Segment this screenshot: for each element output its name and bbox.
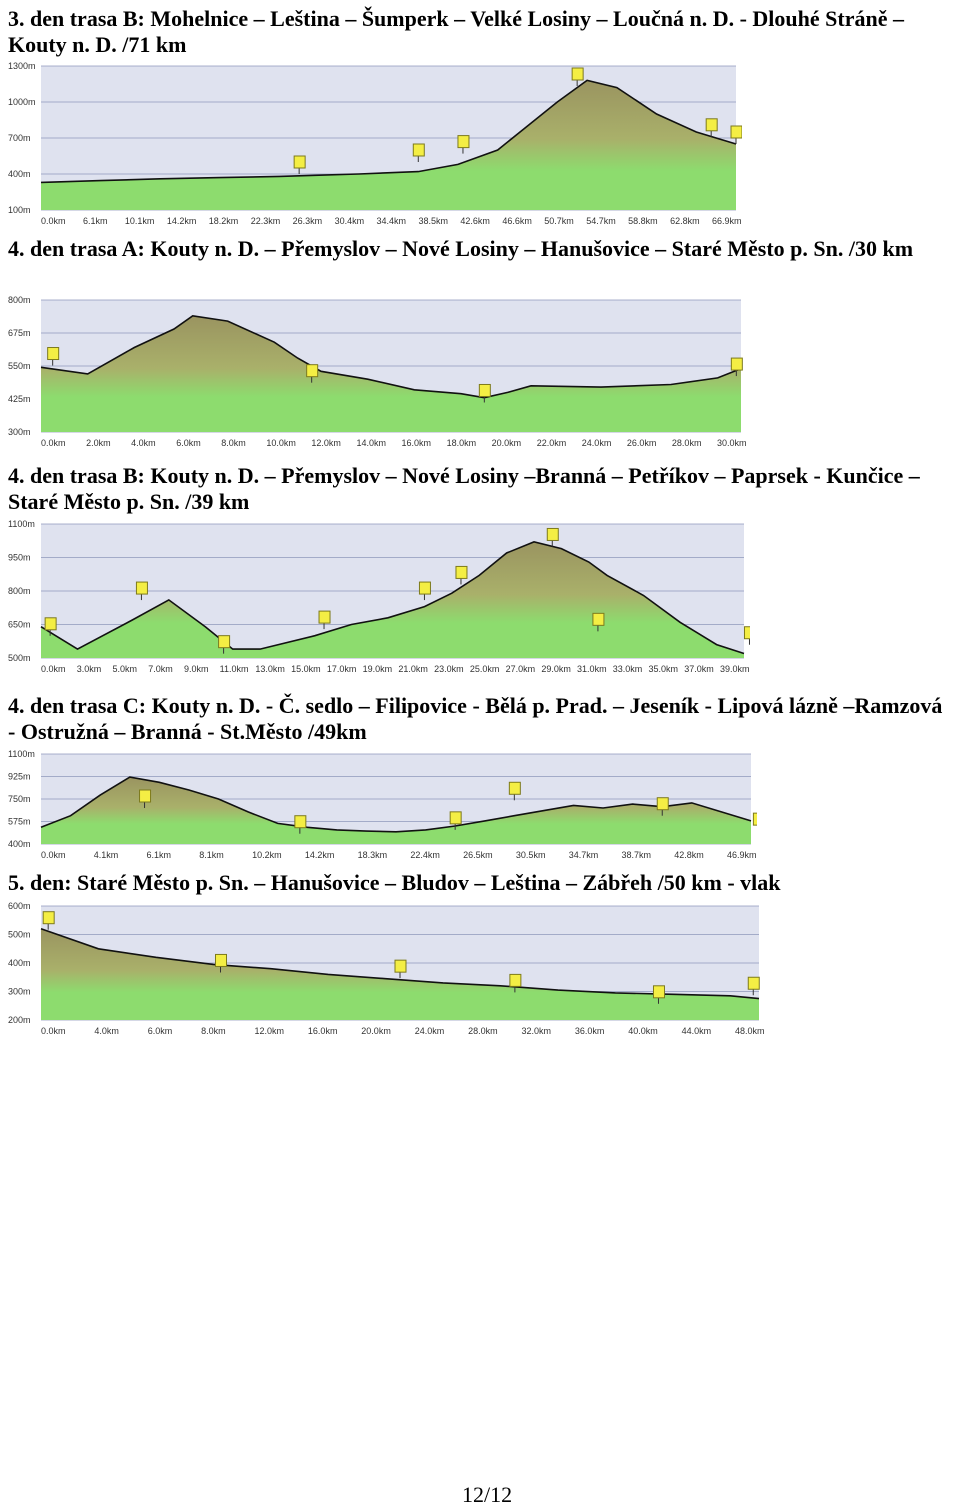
- waypoint-flag: [509, 782, 520, 794]
- waypoint-flag: [43, 912, 54, 924]
- x-tick-label: 31.0km: [577, 664, 607, 674]
- x-tick-label: 46.6km: [502, 216, 532, 226]
- x-tick-label: 8.1km: [199, 850, 224, 860]
- x-tick-label: 12.0km: [254, 1026, 285, 1036]
- waypoint-flag: [657, 798, 668, 810]
- x-tick-label: 28.0km: [671, 438, 702, 448]
- elevation-profile-1: [5, 60, 742, 230]
- x-tick-label: 36.0km: [574, 1026, 605, 1036]
- x-tick-label: 32.0km: [521, 1026, 551, 1036]
- y-tick-label: 800m: [8, 586, 31, 596]
- x-tick-label: 14.2km: [166, 216, 197, 226]
- y-tick-label: 1300m: [8, 61, 36, 71]
- x-tick-label: 29.0km: [541, 664, 571, 674]
- x-tick-label: 22.0km: [536, 438, 567, 448]
- waypoint-flag: [450, 812, 461, 824]
- waypoint-flag: [219, 636, 230, 648]
- stage-5-title: 5. den: Staré Město p. Sn. – Hanušovice – Bludov – Leština – Zábřeh /50 km - vlak: [8, 870, 781, 895]
- x-tick-label: 18.3km: [357, 850, 388, 860]
- y-tick-label: 700m: [8, 133, 31, 143]
- elevation-profile-2: [5, 294, 747, 452]
- x-tick-label: 27.0km: [505, 664, 536, 674]
- x-tick-label: 48.0km: [735, 1026, 765, 1036]
- stage-4-title: 4. den trasa C: Kouty n. D. - Č. sedlo – Filipovice - Bělá p. Prad. – Jeseník - Lipová lázně –Ramzová - Ostružná – Branná - St.Město /49km: [8, 693, 943, 744]
- x-tick-label: 42.8km: [674, 850, 704, 860]
- waypoint-flag: [753, 813, 757, 825]
- x-tick-label: 37.0km: [684, 664, 714, 674]
- waypoint-flag: [731, 126, 742, 138]
- waypoint-flag: [48, 348, 59, 360]
- y-tick-label: 950m: [8, 552, 31, 563]
- y-tick-label: 925m: [8, 771, 31, 782]
- waypoint-flag: [307, 365, 318, 377]
- waypoint-flag: [479, 384, 490, 396]
- x-tick-label: 34.4km: [376, 216, 407, 226]
- x-tick-label: 21.0km: [398, 664, 428, 674]
- waypoint-flag: [572, 68, 583, 80]
- waypoint-flag: [319, 611, 330, 623]
- waypoint-flag: [456, 566, 467, 578]
- elevation-profile-3: [5, 518, 750, 678]
- x-tick-label: 0.0km: [41, 438, 66, 448]
- x-tick-label: 4.1km: [93, 850, 119, 860]
- x-tick-label: 4.0km: [131, 438, 156, 448]
- x-tick-label: 11.0km: [219, 664, 249, 674]
- waypoint-flag: [419, 582, 430, 594]
- x-tick-label: 6.0km: [176, 438, 201, 448]
- y-tick-label: 750m: [8, 794, 31, 804]
- x-tick-label: 28.0km: [468, 1026, 498, 1036]
- x-tick-label: 8.0km: [201, 1026, 226, 1036]
- x-tick-label: 33.0km: [612, 664, 643, 674]
- x-tick-label: 0.0km: [41, 1026, 66, 1036]
- y-tick-label: 1000m: [8, 97, 36, 107]
- x-tick-label: 2.0km: [86, 438, 111, 448]
- y-tick-label: 300m: [8, 986, 31, 997]
- waypoint-flag: [653, 986, 664, 998]
- waypoint-flag: [45, 618, 56, 630]
- x-tick-label: 13.0km: [255, 664, 285, 674]
- x-tick-label: 18.2km: [208, 216, 239, 226]
- y-tick-label: 400m: [8, 958, 31, 968]
- elevation-profile-5: [5, 900, 765, 1040]
- x-tick-label: 9.0km: [183, 664, 209, 674]
- y-tick-label: 100m: [8, 205, 31, 215]
- x-tick-label: 25.0km: [469, 664, 500, 674]
- stage-2-title: 4. den trasa A: Kouty n. D. – Přemyslov – Nové Losiny – Hanušovice – Staré Město p. Sn. /30 km: [8, 236, 914, 261]
- x-tick-label: 6.0km: [147, 1026, 173, 1036]
- waypoint-flag: [593, 613, 604, 625]
- x-tick-label: 14.2km: [304, 850, 335, 860]
- y-tick-label: 200m: [8, 1015, 31, 1025]
- x-tick-label: 10.1km: [124, 216, 155, 226]
- y-tick-label: 400m: [8, 169, 31, 179]
- x-tick-label: 40.0km: [628, 1026, 658, 1036]
- x-tick-label: 19.0km: [362, 664, 393, 674]
- x-tick-label: 22.3km: [250, 216, 281, 226]
- page-number: 12/12: [462, 1482, 513, 1507]
- y-tick-label: 650m: [8, 619, 31, 630]
- x-tick-label: 50.7km: [544, 216, 574, 226]
- waypoint-flag: [547, 528, 558, 540]
- x-tick-label: 30.4km: [334, 216, 365, 226]
- x-tick-label: 4.0km: [94, 1026, 119, 1036]
- x-tick-label: 46.9km: [727, 850, 757, 860]
- y-tick-label: 550m: [8, 361, 31, 371]
- x-tick-label: 7.0km: [148, 664, 173, 674]
- waypoint-flag: [748, 977, 759, 989]
- x-tick-label: 16.0km: [307, 1026, 338, 1036]
- y-tick-label: 425m: [8, 394, 31, 404]
- waypoint-flag: [458, 136, 469, 148]
- x-tick-label: 24.0km: [581, 438, 612, 448]
- waypoint-flag: [510, 974, 521, 986]
- x-tick-label: 26.3km: [292, 216, 323, 226]
- y-tick-label: 575m: [8, 816, 31, 827]
- x-tick-label: 30.5km: [515, 850, 546, 860]
- x-tick-label: 15.0km: [291, 664, 321, 674]
- x-tick-label: 44.0km: [681, 1026, 712, 1036]
- waypoint-flag: [295, 816, 306, 828]
- y-tick-label: 675m: [8, 328, 31, 338]
- x-tick-label: 42.6km: [460, 216, 490, 226]
- x-tick-label: 16.0km: [401, 438, 432, 448]
- y-tick-label: 300m: [8, 427, 31, 437]
- x-tick-label: 66.9km: [712, 216, 742, 226]
- x-tick-label: 58.8km: [628, 216, 658, 226]
- x-tick-label: 5.0km: [112, 664, 137, 674]
- x-tick-label: 38.5km: [418, 216, 448, 226]
- x-tick-label: 14.0km: [356, 438, 386, 448]
- x-tick-label: 0.0km: [41, 850, 66, 860]
- y-tick-label: 400m: [8, 839, 31, 849]
- waypoint-flag: [706, 119, 717, 131]
- x-tick-label: 0.0km: [41, 216, 66, 226]
- x-tick-label: 62.8km: [670, 216, 700, 226]
- waypoint-flag: [294, 156, 305, 168]
- x-tick-label: 12.0km: [311, 438, 341, 448]
- stage-3-title: 4. den trasa B: Kouty n. D. – Přemyslov – Nové Losiny –Branná – Petříkov – Paprsek - Kunčice – Staré Město p. Sn. /39 km: [8, 463, 920, 514]
- x-tick-label: 26.0km: [626, 438, 657, 448]
- x-tick-label: 20.0km: [361, 1026, 391, 1036]
- x-tick-label: 38.7km: [621, 850, 651, 860]
- x-tick-label: 30.0km: [717, 438, 747, 448]
- y-tick-label: 600m: [8, 901, 31, 911]
- waypoint-flag: [395, 960, 406, 972]
- waypoint-flag: [216, 954, 227, 966]
- x-tick-label: 18.0km: [446, 438, 477, 448]
- x-tick-label: 22.4km: [410, 850, 440, 860]
- y-tick-label: 800m: [8, 295, 31, 305]
- x-tick-label: 6.1km: [82, 216, 108, 226]
- elevation-profile-4: [5, 748, 757, 864]
- x-tick-label: 35.0km: [648, 664, 679, 674]
- stage-1-title: 3. den trasa B: Mohelnice – Leština – Šumperk – Velké Losiny – Loučná n. D. - Dlouhé Stráně – Kouty n. D. /71 km: [8, 6, 904, 57]
- x-tick-label: 6.1km: [146, 850, 172, 860]
- waypoint-flag: [136, 582, 147, 594]
- y-tick-label: 1100m: [8, 519, 35, 529]
- x-tick-label: 24.0km: [414, 1026, 445, 1036]
- x-tick-label: 3.0km: [76, 664, 102, 674]
- x-tick-label: 54.7km: [586, 216, 616, 226]
- y-tick-label: 1100m: [8, 749, 35, 759]
- waypoint-flag: [140, 790, 151, 802]
- x-tick-label: 10.2km: [252, 850, 282, 860]
- x-tick-label: 8.0km: [221, 438, 246, 448]
- waypoint-flag: [731, 358, 742, 370]
- x-tick-label: 17.0km: [326, 664, 357, 674]
- x-tick-label: 39.0km: [720, 664, 750, 674]
- x-tick-label: 0.0km: [41, 664, 66, 674]
- y-tick-label: 500m: [8, 929, 31, 940]
- x-tick-label: 10.0km: [266, 438, 296, 448]
- x-tick-label: 20.0km: [491, 438, 522, 448]
- x-tick-label: 34.7km: [568, 850, 599, 860]
- y-tick-label: 500m: [8, 653, 31, 663]
- waypoint-flag: [413, 144, 424, 156]
- waypoint-flag: [744, 627, 750, 639]
- x-tick-label: 23.0km: [434, 664, 464, 674]
- x-tick-label: 26.5km: [463, 850, 493, 860]
